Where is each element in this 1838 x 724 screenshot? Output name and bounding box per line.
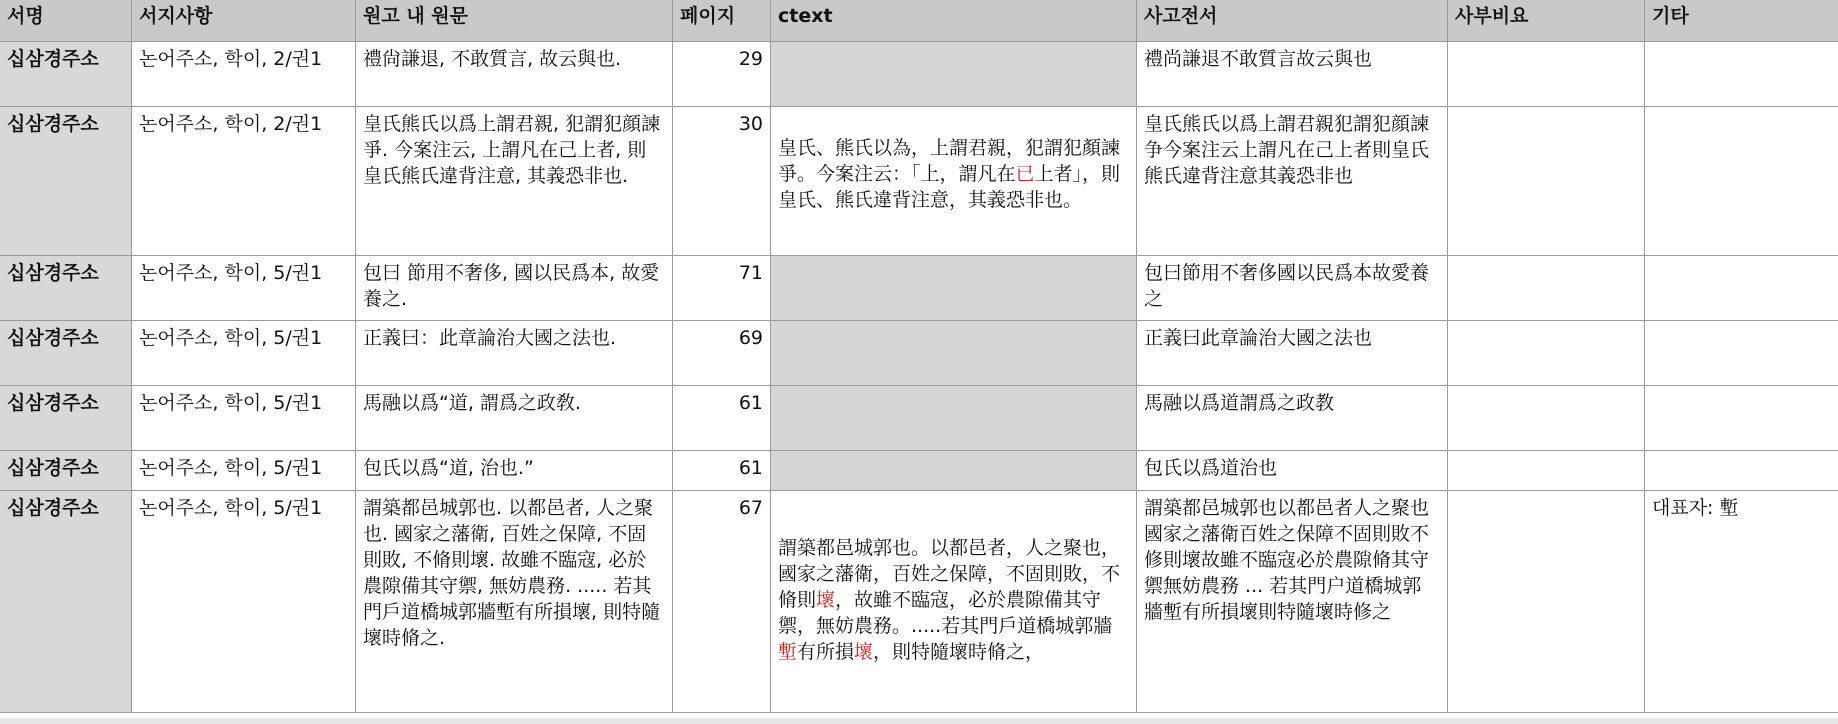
- ctext-segment: 皇氏、熊氏以為，上謂君親，犯謂犯顏諫爭。今案注云：「上，謂凡在: [778, 137, 1121, 185]
- cell-biblio[interactable]: 논어주소, 학이, 5/권1: [132, 386, 356, 451]
- cell-sibubeiyao[interactable]: [1448, 256, 1645, 321]
- cell-page[interactable]: 30: [673, 107, 771, 256]
- cell-title[interactable]: 십삼경주소: [0, 42, 132, 107]
- column-header-page[interactable]: 페이지: [673, 0, 771, 42]
- table-row: [0, 107, 1838, 256]
- cell-page[interactable]: 67: [673, 491, 771, 713]
- ctext-segment: ，則特隨壞時脩之，: [873, 641, 1045, 663]
- cell-page[interactable]: 61: [673, 386, 771, 451]
- cell-other[interactable]: [1645, 451, 1838, 491]
- table-row: [0, 451, 1838, 491]
- cell-biblio[interactable]: 논어주소, 학이, 2/권1: [132, 42, 356, 107]
- cell-other[interactable]: [1645, 107, 1838, 256]
- ctext-variant-highlight: 壞: [854, 641, 874, 663]
- cell-original[interactable]: 正義曰：此章論治大國之法也.: [356, 321, 673, 386]
- column-header-sibubeiyao[interactable]: 사부비요: [1448, 0, 1645, 42]
- cell-title[interactable]: 십삼경주소: [0, 256, 132, 321]
- ctext-variant-highlight: 已: [1015, 163, 1035, 185]
- cell-sikuquanshu[interactable]: 皇氏熊氏以爲上謂君親犯謂犯顔諫争今案注云上謂凡在己上者則皇氏熊氏違背注意其義恐非也: [1137, 107, 1448, 256]
- cell-sikuquanshu[interactable]: 馬融以爲道謂爲之政教: [1137, 386, 1448, 451]
- cell-page[interactable]: 29: [673, 42, 771, 107]
- ctext-segment: 有所損: [797, 641, 855, 663]
- cell-ctext[interactable]: [771, 321, 1137, 386]
- cell-biblio[interactable]: 논어주소, 학이, 5/권1: [132, 451, 356, 491]
- cell-sibubeiyao[interactable]: [1448, 491, 1645, 713]
- cell-sibubeiyao[interactable]: [1448, 42, 1645, 107]
- column-header-biblio[interactable]: 서지사항: [132, 0, 356, 42]
- ctext-variant-highlight: 塹: [778, 641, 798, 663]
- cell-other[interactable]: [1645, 42, 1838, 107]
- cell-sikuquanshu[interactable]: 包曰節用不奢侈國以民爲本故愛養之: [1137, 256, 1448, 321]
- column-header-other[interactable]: 기타: [1645, 0, 1838, 42]
- cell-page[interactable]: 69: [673, 321, 771, 386]
- cell-sikuquanshu[interactable]: 正義曰此章論治大國之法也: [1137, 321, 1448, 386]
- cell-sikuquanshu[interactable]: 包氏以爲道治也: [1137, 451, 1448, 491]
- cell-other[interactable]: 대표자: 塹: [1645, 491, 1838, 713]
- cell-biblio[interactable]: 논어주소, 학이, 5/권1: [132, 256, 356, 321]
- cell-biblio[interactable]: 논어주소, 학이, 5/권1: [132, 491, 356, 713]
- cell-other[interactable]: [1645, 321, 1838, 386]
- ctext-segment: ，故雖不臨寇，必於農隙備其守禦，無妨農務。.....若其門戶道橋城郭牆: [778, 589, 1113, 637]
- cell-biblio[interactable]: 논어주소, 학이, 5/권1: [132, 321, 356, 386]
- cell-title[interactable]: 십삼경주소: [0, 491, 132, 713]
- column-header-title[interactable]: 서명: [0, 0, 132, 42]
- cell-biblio[interactable]: 논어주소, 학이, 2/권1: [132, 107, 356, 256]
- column-header-ctext[interactable]: ctext: [771, 0, 1137, 42]
- cell-other[interactable]: [1645, 386, 1838, 451]
- cell-sibubeiyao[interactable]: [1448, 451, 1645, 491]
- cell-original[interactable]: 包曰 節用不奢侈, 國以民爲本, 故愛養之.: [356, 256, 673, 321]
- cell-ctext[interactable]: [771, 491, 1137, 713]
- cell-original[interactable]: 謂築都邑城郭也. 以都邑者, 人之聚也. 國家之藩衛, 百姓之保障, 不固則敗, 不脩則壞. 故雖不臨寇, 必於農隙備其守禦, 無妨農務. ..... 若其門戶道橋城郭牆塹有所損壞, 則特隨壞時脩之.: [356, 491, 673, 713]
- ctext-variant-highlight: 壞: [816, 589, 836, 611]
- cell-sibubeiyao[interactable]: [1448, 321, 1645, 386]
- cell-original[interactable]: 包氏以爲“道, 治也.”: [356, 451, 673, 491]
- cell-ctext[interactable]: [771, 256, 1137, 321]
- ctext-segment: 謂築都邑城郭也。以都邑者，人之聚也，國家之藩衛，百姓之保障，不固則敗，不脩則: [778, 537, 1121, 611]
- cell-page[interactable]: 71: [673, 256, 771, 321]
- cell-sibubeiyao[interactable]: [1448, 107, 1645, 256]
- next-row-partial: [0, 718, 1838, 724]
- cell-title[interactable]: 십삼경주소: [0, 451, 132, 491]
- table-row: [0, 386, 1838, 451]
- cell-title[interactable]: 십삼경주소: [0, 107, 132, 256]
- cell-ctext[interactable]: [771, 107, 1137, 256]
- cell-title[interactable]: 십삼경주소: [0, 321, 132, 386]
- cell-sibubeiyao[interactable]: [1448, 386, 1645, 451]
- cell-original[interactable]: 禮尙謙退, 不敢質言, 故云與也.: [356, 42, 673, 107]
- cell-original[interactable]: 馬融以爲“道, 謂爲之政敎.: [356, 386, 673, 451]
- ctext-segment: 上者」，則皇氏、熊氏違背注意，其義恐非也。: [778, 163, 1121, 211]
- cell-ctext[interactable]: [771, 386, 1137, 451]
- table-row: [0, 321, 1838, 386]
- table-row: [0, 256, 1838, 321]
- table-row: [0, 42, 1838, 107]
- cell-title[interactable]: 십삼경주소: [0, 386, 132, 451]
- column-header-sikuquanshu[interactable]: 사고전서: [1137, 0, 1448, 42]
- cell-sikuquanshu[interactable]: 謂築都邑城郭也以都邑者人之聚也國家之藩衛百姓之保障不固則敗不修則壞故雖不臨寇必於農隙脩其守禦無妨農務 ... 若其門户道橋城郭牆塹有所損壞則特隨壞時修之: [1137, 491, 1448, 713]
- cell-other[interactable]: [1645, 256, 1838, 321]
- cell-page[interactable]: 61: [673, 451, 771, 491]
- column-header-original[interactable]: 원고 내 원문: [356, 0, 673, 42]
- header-row: [0, 0, 1838, 42]
- cell-sikuquanshu[interactable]: 禮尚謙退不敢質言故云與也: [1137, 42, 1448, 107]
- cell-ctext[interactable]: [771, 42, 1137, 107]
- cell-original[interactable]: 皇氏熊氏以爲上謂君親, 犯謂犯顔諫爭. 今案注云, 上謂凡在己上者, 則皇氏熊氏違背注意, 其義恐非也.: [356, 107, 673, 256]
- table-row: [0, 491, 1838, 713]
- cell-ctext[interactable]: [771, 451, 1137, 491]
